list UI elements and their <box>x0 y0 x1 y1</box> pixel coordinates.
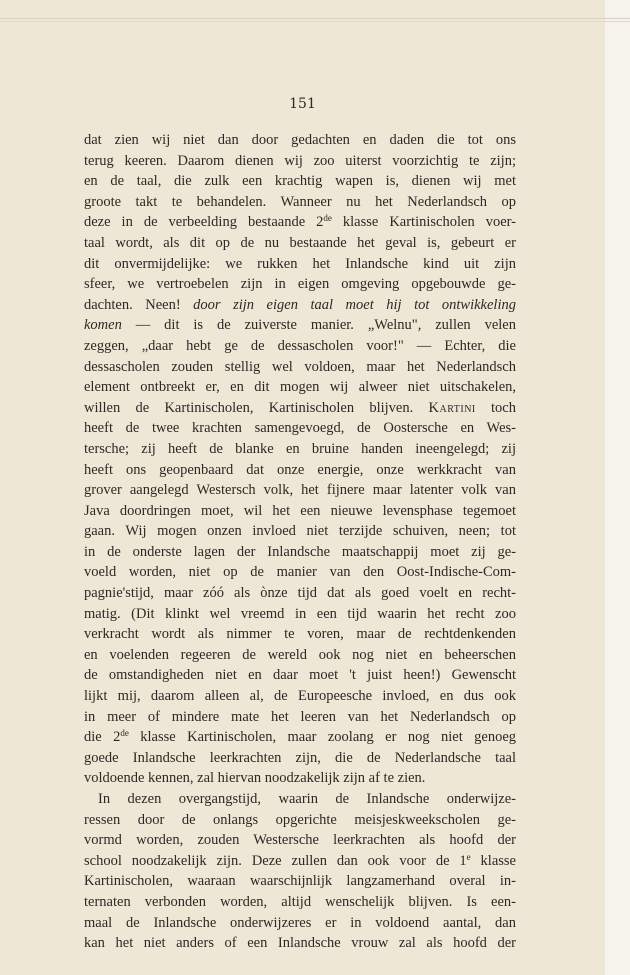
text-line <box>84 130 516 151</box>
text-line <box>84 830 516 851</box>
text-line <box>84 274 516 295</box>
text-line <box>84 748 516 769</box>
scan-top-rule <box>0 18 630 19</box>
line-text: ternaten verbonden worden, altijd wenschelijk blijven. Is een- <box>84 893 516 910</box>
page-number: 151 <box>289 96 316 112</box>
text-line <box>84 707 516 728</box>
line-text: en de taal, die zulk een krachtig wapen is, dienen wij met <box>84 173 516 190</box>
line-text: goede Inlandsche leerkrachten zijn, die de Nederlandsche taal <box>84 749 516 766</box>
line-text: ressen door de onlangs opgerichte meisjeskweekscholen ge- <box>84 811 516 828</box>
line-text: Kartinischolen, waaraan waarschijnlijk langzamerhand overal in- <box>84 873 516 890</box>
text-line <box>84 583 516 604</box>
line-text: gaan. Wij mogen onzen invloed niet terzijde schuiven, neen; tot <box>84 523 516 540</box>
text-line <box>84 562 516 583</box>
emphasis-text: komen <box>84 317 122 334</box>
text-line <box>84 913 516 934</box>
line-text: voeld worden, niet op de manier van den Oost-Indische-Com- <box>84 564 516 581</box>
line-text: verkracht wordt als nimmer te voren, maar de rechtdenkenden <box>84 626 516 643</box>
line-text: willen de Kartinischolen, Kartinischolen blijven. <box>84 399 429 416</box>
text-line <box>84 151 516 172</box>
text-line <box>84 933 516 954</box>
text-line <box>84 768 516 789</box>
line-text: groote takt te behandelen. Wanneer nu het Nederlandsch op <box>84 193 516 210</box>
text-line <box>84 460 516 481</box>
text-line <box>84 501 516 522</box>
line-text: zeggen, „daar hebt ge de dessascholen voor!" — Echter, die <box>84 337 516 354</box>
line-text: kan het niet anders of een Inlandsche vrouw zal als hoofd der <box>84 935 516 952</box>
ordinal-superscript: de <box>120 728 129 739</box>
text-line <box>84 315 516 336</box>
ordinal-superscript: e <box>466 851 471 862</box>
text-line <box>84 480 516 501</box>
name-smallcaps: Kartini <box>428 399 476 416</box>
text-line <box>84 336 516 357</box>
text-line <box>84 892 516 913</box>
line-text: — dit is de zuiverste manier. „Welnu", zullen velen <box>121 317 516 334</box>
line-text: heeft ons geopenbaard dat onze energie, onze werkkracht van <box>84 461 516 478</box>
line-text: die 2 <box>84 729 121 746</box>
line-text: tersche; zij heeft de blanke en bruine handen ineengelegd; zij <box>84 440 516 457</box>
body-text <box>84 130 516 954</box>
line-text: element ontbreekt er, en dit mogen wij alweer niet uitschakelen, <box>84 379 516 396</box>
line-text: terug keeren. Daarom dienen wij zoo uiterst voorzichtig te zijn; <box>84 152 516 169</box>
line-text: in meer of mindere mate het leeren van het Nederlandsch op <box>84 708 516 725</box>
text-line <box>84 521 516 542</box>
line-text: maal de Inlandsche onderwijzeres er in voldoend aantal, dan <box>84 914 516 931</box>
line-text: In dezen overgangstijd, waarin de Inlandsche onderwijze- <box>98 791 516 807</box>
text-line <box>84 254 516 275</box>
text-line <box>84 171 516 192</box>
text-line <box>84 398 516 419</box>
text-line <box>84 789 516 810</box>
text-line <box>84 686 516 707</box>
ordinal-superscript: de <box>323 213 332 224</box>
text-line <box>84 357 516 378</box>
line-text: sfeer, we vertroebelen zijn in eigen omgeving opgebouwde ge- <box>84 276 516 293</box>
emphasis-text: door zijn eigen taal moet hij tot ontwikkeling <box>193 296 516 313</box>
line-text: klasse Kartinischolen, maar zoolang er nog niet genoeg <box>128 729 517 746</box>
text-line <box>84 542 516 563</box>
line-text: dachten. Neen! <box>84 296 194 313</box>
line-text: Java doordringen moet, wil het een nieuwe levensphase tegemoet <box>84 502 516 519</box>
line-text: deze in de verbeelding bestaande 2 <box>84 214 324 231</box>
line-text: dessascholen zouden stellig wel voldoen, maar het Nederlandsch <box>84 358 516 375</box>
line-text: dat zien wij niet dan door gedachten en daden die tot ons <box>84 132 516 148</box>
line-text: taal wordt, als dit op de nu bestaande het geval is, gebeurt er <box>84 234 516 251</box>
line-text: voldoende kennen, zal hiervan noodzakelijk zijn af te zien. <box>84 770 426 787</box>
line-text: dit onvermijdelijke: we rukken het Inlandsche kind uit zijn <box>84 255 516 272</box>
text-line <box>84 604 516 625</box>
line-text: klasse <box>470 852 516 869</box>
line-text: pagnie'stijd, maar zóó als ònze tijd dat als goed voelt en recht- <box>84 585 516 602</box>
text-line <box>84 851 516 872</box>
text-line <box>84 810 516 831</box>
text-line <box>84 212 516 233</box>
text-line <box>84 418 516 439</box>
scan-top-rule-secondary <box>0 21 630 22</box>
text-line <box>84 871 516 892</box>
text-line <box>84 645 516 666</box>
scan-margin <box>605 0 630 975</box>
text-line <box>84 727 516 748</box>
text-line <box>84 377 516 398</box>
text-line <box>84 624 516 645</box>
text-line <box>84 295 516 316</box>
line-text: toch <box>475 399 516 416</box>
text-line <box>84 192 516 213</box>
line-text: in de onderste lagen der Inlandsche maatschappij moet zij ge- <box>84 543 516 560</box>
line-text: de omstandigheden niet en daar moet 't juist heen!) Gewenscht <box>84 667 516 684</box>
line-text: heeft de twee krachten samengevoegd, de Oostersche en Wes- <box>84 420 516 437</box>
text-line <box>84 665 516 686</box>
line-text: en voelenden regeeren de wereld ook nog niet en beheerschen <box>84 646 516 663</box>
line-text: matig. (Dit klinkt wel vreemd in een tijd waarin het recht zoo <box>84 605 516 622</box>
line-text: lijkt mij, daarom alleen al, de Europeesche invloed, en dus ook <box>84 688 516 705</box>
line-text: school noodzakelijk zijn. Deze zullen dan ook voor de 1 <box>84 852 467 869</box>
line-text: vormd worden, zouden Westersche leerkrachten als hoofd der <box>84 832 516 849</box>
line-text: klasse Kartinischolen voer- <box>331 214 516 231</box>
text-line <box>84 439 516 460</box>
text-line <box>84 233 516 254</box>
line-text: grover aangelegd Westersch volk, het fijnere maar latenter volk van <box>84 482 516 499</box>
